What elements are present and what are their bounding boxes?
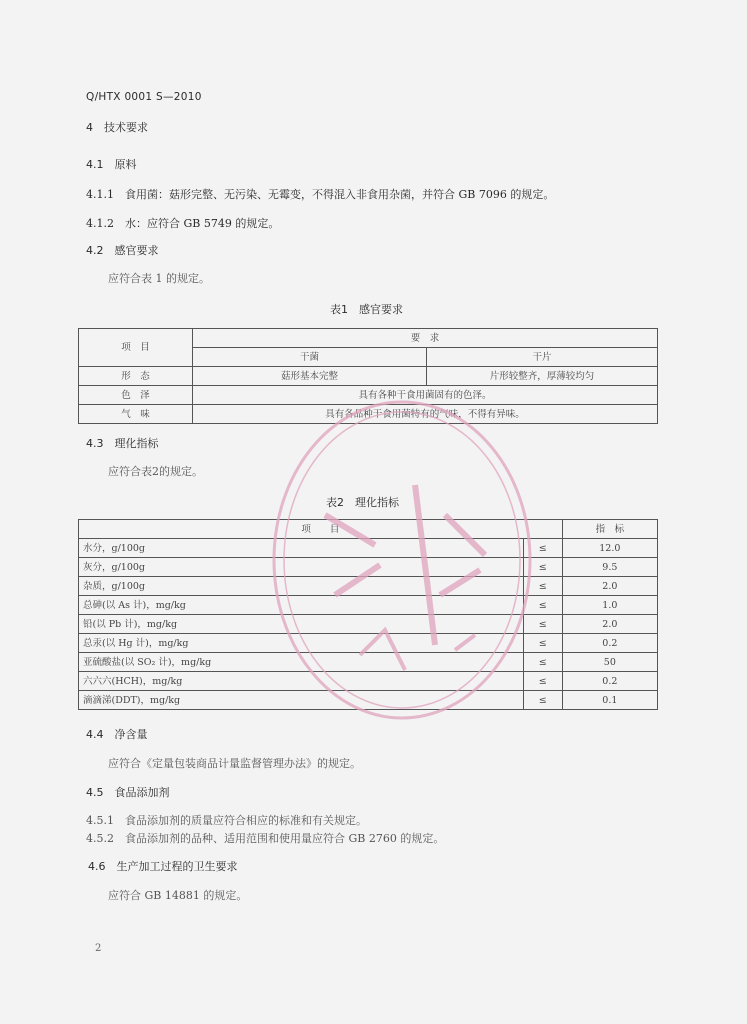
table-sensory-requirements	[78, 328, 658, 424]
table2-cell-item: 灰分，g/100g	[79, 558, 524, 577]
table-row	[79, 558, 658, 577]
table2-cell-value: 2.0	[562, 615, 657, 634]
section-4-3-heading: 4.3 理化指标	[86, 437, 159, 450]
table2-cell-op: ≤	[523, 558, 562, 577]
table-physicochemical-indexes	[78, 519, 658, 710]
table2-cell-op: ≤	[523, 596, 562, 615]
table1-cell-merged: 具有各品种干食用菌特有的气味，不得有异味。	[193, 405, 658, 424]
table-row	[79, 691, 658, 710]
section-4-2-heading: 4.2 感官要求	[86, 244, 159, 257]
section-4-5-2-text: 4.5.2 食品添加剂的品种、适用范围和使用量应符合 GB 2760 的规定。	[86, 832, 445, 845]
table2-cell-item: 杂质，g/100g	[79, 577, 524, 596]
table1-cell-merged: 具有各种干食用菌固有的色泽。	[193, 386, 658, 405]
table1-cell-item: 气 味	[79, 405, 193, 424]
section-4-2-paragraph: 应符合表 1 的规定。	[108, 272, 210, 285]
table-row	[79, 653, 658, 672]
table2-cell-item: 亚硫酸盐(以 SO₂ 计)，mg/kg	[79, 653, 524, 672]
table1-header-slice: 干片	[427, 348, 658, 367]
table2-cell-value: 2.0	[562, 577, 657, 596]
table2-cell-item: 六六六(HCH)，mg/kg	[79, 672, 524, 691]
table2-cell-value: 0.2	[562, 634, 657, 653]
doc-code: Q/HTX 0001 S—2010	[86, 91, 202, 103]
table1-header-item: 项 目	[79, 329, 193, 367]
table2-cell-value: 50	[562, 653, 657, 672]
table2-cell-op: ≤	[523, 691, 562, 710]
table2-header-item: 项 目	[79, 520, 563, 539]
table2-cell-item: 总砷(以 As 计)，mg/kg	[79, 596, 524, 615]
section-4-1-1-text: 4.1.1 食用菌：菇形完整、无污染、无霉变，不得混入非食用杂菌，并符合 GB 7096 的规定。	[86, 188, 555, 201]
table2-cell-op: ≤	[523, 672, 562, 691]
table-row	[79, 634, 658, 653]
table2-cell-op: ≤	[523, 539, 562, 558]
table1-cell-slice: 片形较整齐，厚薄较均匀	[427, 367, 658, 386]
section-4-4-paragraph: 应符合《定量包装商品计量监督管理办法》的规定。	[108, 757, 361, 770]
table2-cell-item: 铅(以 Pb 计)，mg/kg	[79, 615, 524, 634]
section-4-3-paragraph: 应符合表2的规定。	[108, 465, 203, 478]
table1-caption: 表1 感官要求	[330, 303, 403, 316]
table1-header-requirement: 要 求	[193, 329, 658, 348]
table-row	[79, 405, 658, 424]
section-4-1-heading: 4.1 原料	[86, 158, 137, 171]
table-row	[79, 386, 658, 405]
table2-cell-op: ≤	[523, 653, 562, 672]
table-row	[79, 577, 658, 596]
table2-cell-value: 0.2	[562, 672, 657, 691]
table2-cell-op: ≤	[523, 577, 562, 596]
table2-cell-op: ≤	[523, 634, 562, 653]
table-row	[79, 596, 658, 615]
table2-cell-item: 水分，g/100g	[79, 539, 524, 558]
table2-cell-value: 12.0	[562, 539, 657, 558]
table2-cell-value: 0.1	[562, 691, 657, 710]
table2-header-index: 指 标	[562, 520, 657, 539]
table-row	[79, 672, 658, 691]
table2-cell-op: ≤	[523, 615, 562, 634]
section-4-6-paragraph: 应符合 GB 14881 的规定。	[108, 889, 248, 902]
table-row	[79, 367, 658, 386]
table1-cell-item: 形 态	[79, 367, 193, 386]
page-number: 2	[95, 943, 102, 954]
table1-header-dry: 干菌	[193, 348, 427, 367]
section-4-6-heading: 4.6 生产加工过程的卫生要求	[88, 860, 238, 873]
section-4-5-heading: 4.5 食品添加剂	[86, 786, 170, 799]
table2-cell-value: 1.0	[562, 596, 657, 615]
table-row	[79, 539, 658, 558]
section-4-heading: 4 技术要求	[86, 121, 148, 134]
table1-cell-item: 色 泽	[79, 386, 193, 405]
section-4-1-2-text: 4.1.2 水：应符合 GB 5749 的规定。	[86, 217, 280, 230]
section-4-4-heading: 4.4 净含量	[86, 728, 148, 741]
table1-cell-dry: 菇形基本完整	[193, 367, 427, 386]
table2-cell-value: 9.5	[562, 558, 657, 577]
table2-caption: 表2 理化指标	[326, 496, 399, 509]
table-row	[79, 615, 658, 634]
section-4-5-1-text: 4.5.1 食品添加剂的质量应符合相应的标准和有关规定。	[86, 814, 367, 827]
table2-cell-item: 滴滴涕(DDT)，mg/kg	[79, 691, 524, 710]
table2-cell-item: 总汞(以 Hg 计)，mg/kg	[79, 634, 524, 653]
